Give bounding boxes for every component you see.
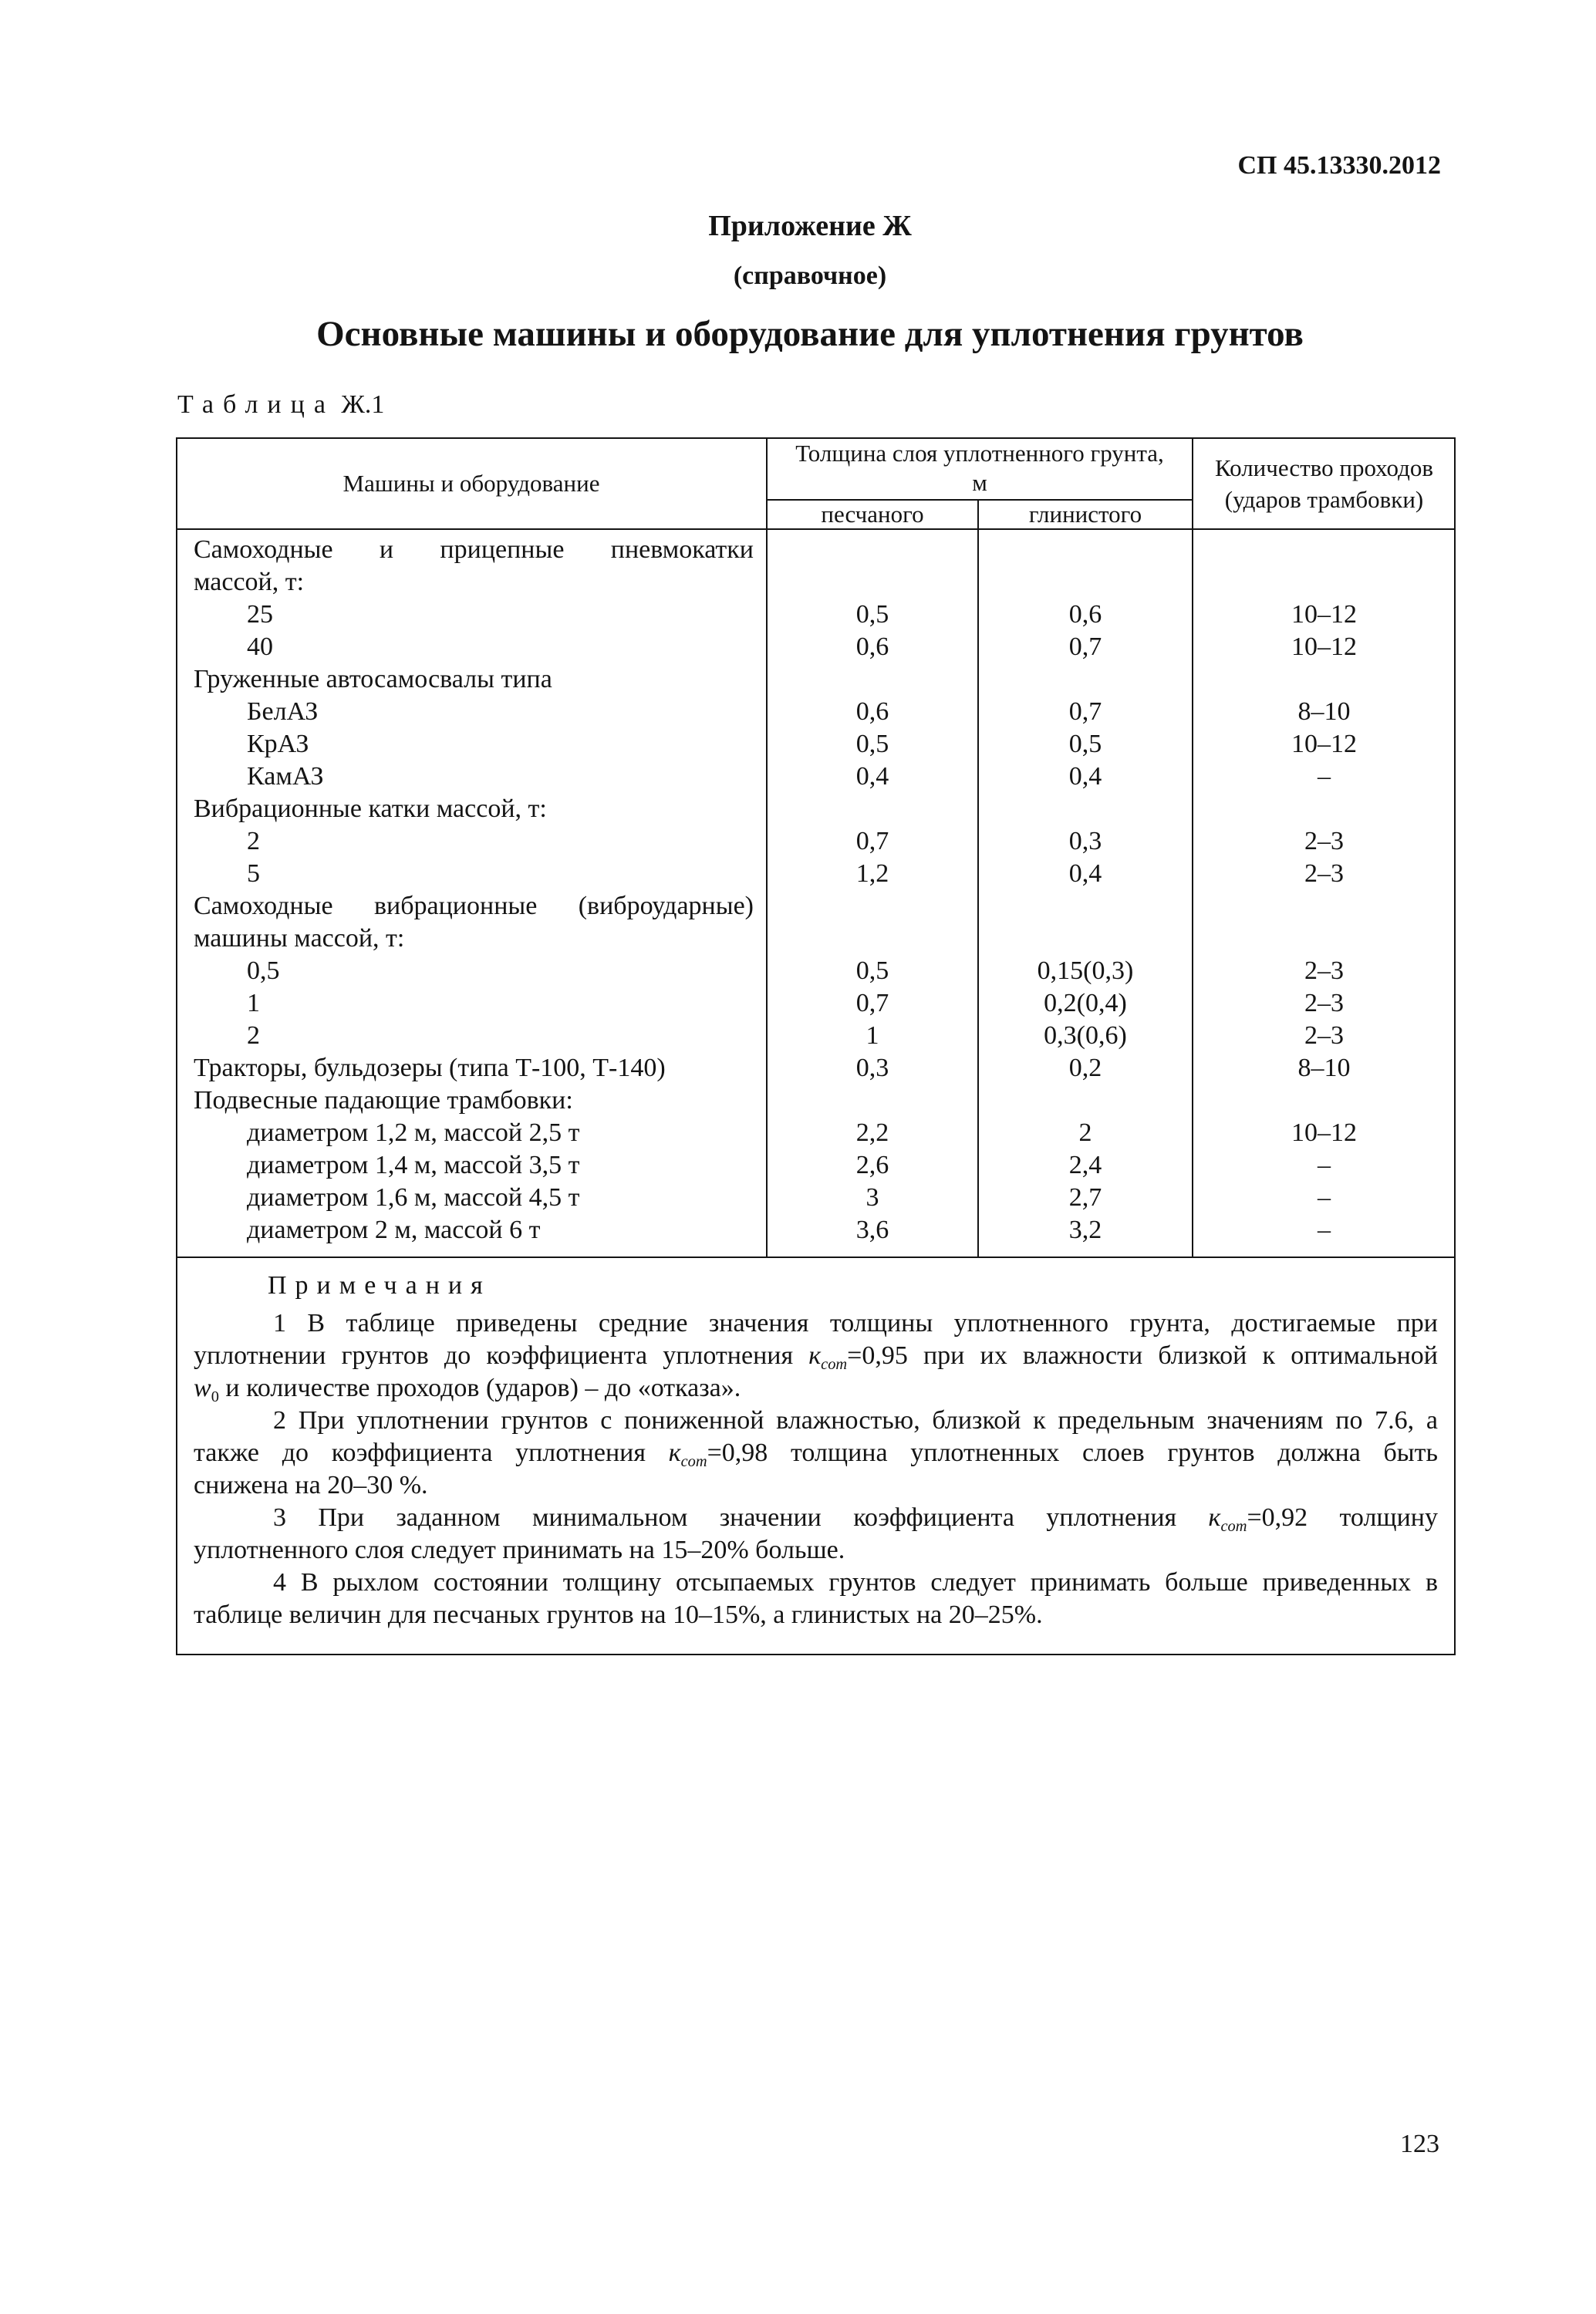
sandy-thickness-cell: 0,7 — [855, 827, 889, 855]
table-row — [0, 987, 1596, 1020]
group-heading-cell: массой, т: — [194, 568, 305, 596]
note-line — [194, 1599, 1438, 1631]
passes-count-cell: 8–10 — [1297, 1054, 1351, 1082]
clayey-thickness-cell: 0,3(0,6) — [1044, 1021, 1127, 1050]
note-text: уплотненного слоя следует принимать на 15–20% больше. — [194, 1536, 845, 1564]
clayey-thickness-cell: 0,4 — [1068, 762, 1102, 791]
header-thickness: Толщина слоя уплотненного грунта, — [795, 440, 1164, 467]
table-row — [0, 1182, 1596, 1214]
group-heading-cell: Вибрационные катки массой, т: — [194, 794, 547, 823]
header-passes-note: (ударов трамбовки) — [1224, 486, 1424, 513]
clayey-thickness-cell: 2,7 — [1068, 1183, 1102, 1212]
header-machines: Машины и оборудование — [342, 470, 600, 497]
passes-count-cell: 8–10 — [1297, 697, 1351, 726]
passes-count-cell: 10–12 — [1291, 632, 1357, 661]
table-row — [0, 761, 1596, 793]
machine-name-cell: 5 — [247, 859, 260, 888]
note-text: также до коэффициента уплотнения — [194, 1439, 669, 1467]
passes-count-cell: – — [1318, 762, 1331, 791]
machine-name-cell: 2 — [247, 1021, 260, 1050]
note-line — [194, 1372, 1438, 1405]
notes-title: Примечания — [268, 1271, 491, 1300]
clayey-thickness-cell: 0,2 — [1068, 1054, 1102, 1082]
note-line — [194, 1307, 1438, 1340]
group-heading-cell: Подвесные падающие трамбовки: — [194, 1086, 573, 1115]
sandy-thickness-cell: 0,6 — [855, 632, 889, 661]
clayey-thickness-cell: 0,3 — [1068, 827, 1102, 855]
machine-name-cell: диаметром 1,6 м, массой 4,5 т — [247, 1183, 580, 1212]
machine-name-cell: КамАЗ — [247, 762, 324, 791]
note-text: 4 В рыхлом состоянии толщину отсыпаемых грунтов следует принимать больше приведенных в — [273, 1568, 1438, 1597]
note-line — [194, 1340, 1438, 1372]
passes-count-cell: 10–12 — [1291, 600, 1357, 629]
sandy-thickness-cell: 3,6 — [855, 1216, 889, 1244]
machine-name-cell: диаметром 1,4 м, массой 3,5 т — [247, 1151, 580, 1179]
note-line — [194, 1437, 1438, 1469]
note-line — [194, 1469, 1438, 1502]
note-text: =0,92 толщину — [1247, 1503, 1438, 1532]
table-row — [0, 599, 1596, 631]
note-line — [194, 1405, 1438, 1437]
passes-count-cell: 2–3 — [1304, 989, 1344, 1017]
table-row — [0, 1117, 1596, 1149]
clayey-thickness-cell: 0,2(0,4) — [1044, 989, 1127, 1017]
table-row — [0, 728, 1596, 761]
table-row — [0, 1052, 1596, 1084]
note-line — [194, 1502, 1438, 1534]
italic-symbol: к — [668, 1439, 681, 1467]
header-clayey: глинистого — [1028, 501, 1142, 528]
clayey-thickness-cell: 2,4 — [1068, 1151, 1102, 1179]
passes-count-cell: – — [1318, 1216, 1331, 1244]
sandy-thickness-cell: 3 — [865, 1183, 879, 1212]
header-sandy: песчаного — [821, 501, 924, 528]
clayey-thickness-cell: 0,5 — [1068, 730, 1102, 758]
passes-count-cell: 2–3 — [1304, 956, 1344, 985]
note-line — [194, 1567, 1438, 1599]
group-heading-cell: Самоходные вибрационные (виброударные) — [194, 892, 754, 920]
machine-name-cell: 25 — [247, 600, 273, 629]
note-line — [194, 1534, 1438, 1567]
note-text: 2 При уплотнении грунтов с пониженной влажностью, близкой к предельным значениям по 7.6, а — [273, 1406, 1438, 1435]
sandy-thickness-cell: 0,3 — [855, 1054, 889, 1082]
note-text: и количестве проходов (ударов) – до «отказа». — [218, 1374, 741, 1402]
machine-name-cell: 0,5 — [247, 956, 280, 985]
machine-name-cell: Тракторы, бульдозеры (типа Т-100, Т-140) — [194, 1054, 666, 1082]
table-caption-number: Ж.1 — [341, 390, 385, 419]
italic-symbol: к — [808, 1341, 822, 1370]
passes-count-cell: – — [1318, 1151, 1331, 1179]
table-caption — [177, 389, 384, 421]
passes-count-cell: – — [1318, 1183, 1331, 1212]
group-heading-cell: Самоходные и прицепные пневмокатки — [194, 535, 754, 564]
note-text: =0,98 толщина уплотненных слоев грунтов должна быть — [707, 1439, 1439, 1467]
sandy-thickness-cell: 1,2 — [855, 859, 889, 888]
header-passes: Количество проходов — [1214, 454, 1434, 481]
page-title: Основные машины и оборудование для уплотнения грунтов — [316, 314, 1304, 354]
document-code: СП 45.13330.2012 — [1237, 151, 1441, 180]
sandy-thickness-cell: 0,5 — [855, 600, 889, 629]
table-row — [0, 1020, 1596, 1052]
table-row — [0, 1214, 1596, 1246]
group-heading-cell: Груженные автосамосвалы типа — [194, 665, 552, 693]
table-caption-word: Таблица — [177, 390, 335, 419]
subscript: com — [1220, 1518, 1247, 1536]
table-row — [0, 1149, 1596, 1182]
passes-count-cell: 2–3 — [1304, 1021, 1344, 1050]
machine-name-cell: КрАЗ — [247, 730, 309, 758]
sandy-thickness-cell: 2,6 — [855, 1151, 889, 1179]
header-thickness-unit: м — [972, 469, 987, 496]
sandy-thickness-cell: 2,2 — [855, 1118, 889, 1147]
machine-name-cell: диаметром 1,2 м, массой 2,5 т — [247, 1118, 580, 1147]
passes-count-cell: 2–3 — [1304, 827, 1344, 855]
italic-symbol: к — [1208, 1503, 1221, 1532]
group-heading-cell: машины массой, т: — [194, 924, 405, 953]
note-text: 3 При заданном минимальном значении коэффициента уплотнения — [273, 1503, 1209, 1532]
table-row — [0, 955, 1596, 987]
appendix-title: Приложение Ж — [708, 210, 912, 242]
clayey-thickness-cell: 0,4 — [1068, 859, 1102, 888]
table-row — [0, 566, 1596, 599]
machine-name-cell: 2 — [247, 827, 260, 855]
clayey-thickness-cell: 0,15(0,3) — [1037, 956, 1134, 985]
sandy-thickness-cell: 0,5 — [855, 730, 889, 758]
table-row — [0, 793, 1596, 825]
machine-name-cell: 1 — [247, 989, 260, 1017]
table-row — [0, 858, 1596, 890]
passes-count-cell: 2–3 — [1304, 859, 1344, 888]
machine-name-cell: 40 — [247, 632, 273, 661]
subscript: com — [821, 1356, 848, 1374]
appendix-status: (справочное) — [733, 261, 887, 290]
sandy-thickness-cell: 0,4 — [855, 762, 889, 791]
note-text: =0,95 при их влажности близкой к оптимальной — [847, 1341, 1438, 1370]
sandy-thickness-cell: 0,7 — [855, 989, 889, 1017]
subscript: com — [680, 1453, 707, 1471]
passes-count-cell: 10–12 — [1291, 730, 1357, 758]
note-text: 1 В таблице приведены средние значения толщины уплотненного грунта, достигаемые при — [273, 1309, 1438, 1337]
notes-divider — [176, 1257, 1456, 1258]
table-row — [0, 534, 1596, 566]
table-row — [0, 631, 1596, 663]
table-row — [0, 663, 1596, 696]
page-number: 123 — [1400, 2130, 1439, 2158]
passes-count-cell: 10–12 — [1291, 1118, 1357, 1147]
table-row — [0, 923, 1596, 955]
note-text: уплотнении грунтов до коэффициента уплотнения — [194, 1341, 809, 1370]
clayey-thickness-cell: 0,7 — [1068, 632, 1102, 661]
clayey-thickness-cell: 0,7 — [1068, 697, 1102, 726]
note-text: таблице величин для песчаных грунтов на 10–15%, а глинистых на 20–25%. — [194, 1601, 1043, 1629]
subscript: 0 — [211, 1388, 219, 1406]
machine-name-cell: БелАЗ — [247, 697, 319, 726]
sandy-thickness-cell: 1 — [865, 1021, 879, 1050]
italic-symbol: w — [194, 1374, 211, 1402]
machine-name-cell: диаметром 2 м, массой 6 т — [247, 1216, 541, 1244]
table-row — [0, 825, 1596, 858]
clayey-thickness-cell: 0,6 — [1068, 600, 1102, 629]
sandy-thickness-cell: 0,6 — [855, 697, 889, 726]
clayey-thickness-cell: 2 — [1078, 1118, 1092, 1147]
clayey-thickness-cell: 3,2 — [1068, 1216, 1102, 1244]
table-row — [0, 696, 1596, 728]
table-row — [0, 890, 1596, 923]
note-text: снижена на 20–30 %. — [194, 1471, 428, 1499]
sandy-thickness-cell: 0,5 — [855, 956, 889, 985]
table-row — [0, 1084, 1596, 1117]
